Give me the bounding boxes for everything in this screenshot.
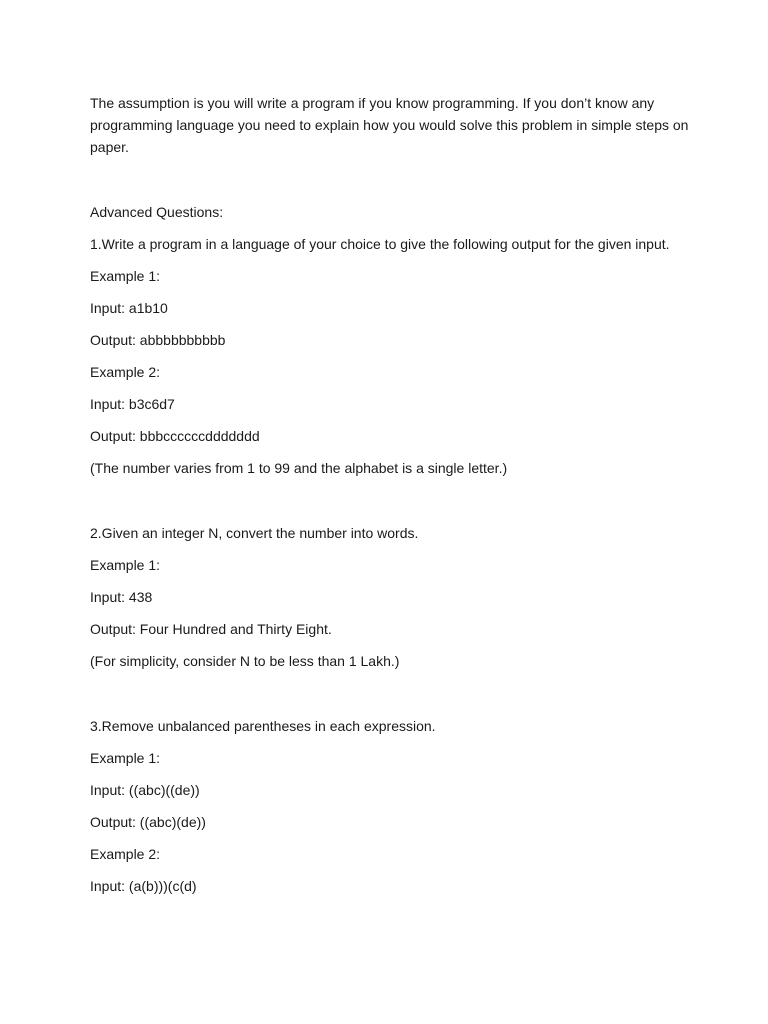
q3-example2-label: Example 2: [90,846,161,862]
q1-example2-output: Output: bbbccccccddddddd [90,428,260,444]
q3-example1-input: Input: ((abc)((de)) [90,782,200,798]
question-2: 2.Given an integer N, convert the number into words. [90,525,419,541]
q1-example1-label: Example 1: [90,268,161,284]
q3-example1-output: Output: ((abc)(de)) [90,814,206,830]
q1-example2-input: Input: b3c6d7 [90,396,175,412]
q2-example1-input: Input: 438 [90,589,153,605]
section-heading: Advanced Questions: [90,204,224,220]
question-3: 3.Remove unbalanced parentheses in each expression. [90,718,436,734]
question-1: 1.Write a program in a language of your choice to give the following output for the given input. [90,236,670,252]
q1-example1-output: Output: abbbbbbbbbb [90,332,226,348]
q2-example1-output: Output: Four Hundred and Thirty Eight. [90,621,332,637]
q1-note: (The number varies from 1 to 99 and the alphabet is a single letter.) [90,460,508,476]
q1-example2-label: Example 2: [90,364,161,380]
document-body [90,92,690,907]
q1-example1-input: Input: a1b10 [90,300,168,316]
intro-paragraph: The assumption is you will write a program if you know programming. If you don’t know any programming language you need to explain how you would solve this problem in simple steps on paper. [90,95,689,155]
q2-note: (For simplicity, consider N to be less than 1 Lakh.) [90,653,400,669]
q3-example2-input: Input: (a(b)))(c(d) [90,878,197,894]
q2-example1-label: Example 1: [90,557,161,573]
q3-example1-label: Example 1: [90,750,161,766]
